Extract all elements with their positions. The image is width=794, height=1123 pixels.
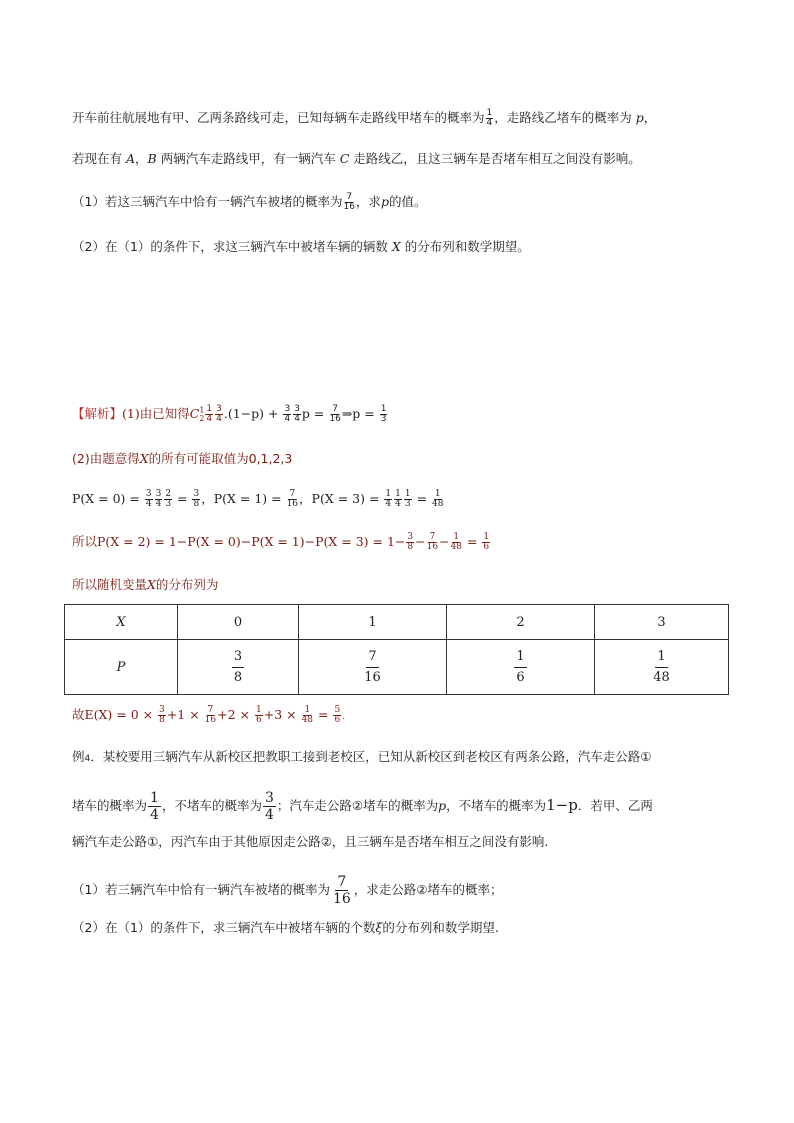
denominator: 48 [450, 542, 462, 552]
numerator: 3 [193, 489, 200, 499]
numerator: 1 [206, 404, 213, 414]
fraction [255, 706, 263, 725]
denominator: 3 [404, 499, 411, 509]
text: 的所有可能取值为0,1,2,3 [148, 451, 293, 466]
numerator: 1 [483, 532, 490, 542]
text: +3 × [263, 707, 301, 722]
denominator: 3 [380, 414, 387, 424]
fraction [427, 533, 438, 552]
numerator: 7 [337, 874, 347, 890]
fraction [205, 706, 216, 725]
example-question-1 [72, 874, 503, 907]
numerator: 7 [429, 532, 436, 542]
numerator: 3 [232, 649, 244, 668]
var-b: B [147, 151, 157, 166]
denominator: 8 [233, 669, 243, 685]
denominator: 4 [284, 414, 291, 424]
denominator: 16 [364, 669, 381, 685]
denominator: 6 [483, 542, 490, 552]
solution-line-4 [72, 532, 491, 552]
fraction [486, 109, 494, 128]
denominator: 16 [343, 202, 355, 212]
text: （2）在（1）的条件下，求这三辆汽车中被堵车辆的辆数 [72, 239, 388, 254]
text: − [439, 534, 450, 549]
fraction [406, 533, 414, 552]
numerator: 3 [407, 532, 414, 542]
fraction [384, 490, 392, 509]
numerator: 3 [284, 404, 291, 414]
fraction [215, 405, 223, 424]
denominator: 16 [426, 542, 439, 552]
denominator: 16 [332, 891, 351, 907]
text: 的分布列和数学期望. [382, 920, 499, 935]
fraction [283, 405, 291, 424]
numerator: 7 [289, 489, 296, 499]
text: （2）在（1）的条件下，求三辆汽车中被堵车辆的个数 [72, 920, 376, 935]
fraction [232, 649, 244, 685]
denominator: 16 [204, 715, 217, 725]
numerator: 7 [207, 705, 214, 715]
c-sup: 1 [199, 405, 205, 415]
table-cell: 0 [178, 605, 299, 640]
denominator: 16 [329, 414, 341, 424]
example-question-2 [72, 918, 499, 936]
fraction [164, 490, 172, 509]
text: = [314, 707, 333, 722]
table-row [65, 640, 729, 695]
text: ，P(X = 1) = [201, 491, 286, 506]
numerator: 5 [334, 705, 341, 715]
example-line-2 [72, 790, 653, 823]
text: +1 × [166, 707, 204, 722]
text: ⇒p = [341, 406, 379, 421]
denominator: 48 [432, 499, 444, 509]
var-p: p [635, 110, 644, 125]
text: ， [643, 110, 657, 125]
table-cell: 2 [447, 605, 595, 640]
fraction [158, 706, 166, 725]
var-p: p [438, 798, 447, 813]
text: 所以随机变量 [72, 577, 148, 592]
denominator: 8 [407, 542, 414, 552]
text: ，不堵车的概率为 [161, 798, 262, 813]
solution-line-3 [72, 489, 444, 509]
denominator: 48 [653, 669, 670, 685]
text: 的值。 [388, 194, 427, 209]
numerator: 1 [385, 489, 392, 499]
text: 所以P(X = 2) = 1−P(X = 0)−P(X = 1)−P(X = 3) = 1− [72, 534, 406, 549]
denominator: 4 [486, 118, 493, 128]
text: 走路线乙，且这三辆车是否堵车相互之间没有影响。 [353, 151, 641, 166]
fraction [451, 533, 462, 552]
numerator: 1 [304, 705, 311, 715]
numerator: 1 [434, 489, 441, 499]
denominator: 4 [216, 414, 222, 424]
numerator: 1 [255, 705, 262, 715]
example-line-3 [72, 832, 548, 850]
question-1 [72, 192, 426, 212]
table-cell [595, 640, 729, 695]
text: P(X = 0) = [72, 491, 144, 506]
fraction [404, 490, 412, 509]
numerator: 2 [165, 489, 172, 499]
text: ．某校要用三辆汽车从新校区把教职工接到老校区，已知从新校区到老校区有两条公路，汽车走公路① [90, 749, 652, 764]
text: （1）若这三辆汽车中恰有一辆汽车被堵的概率为 [72, 194, 343, 209]
fraction [514, 649, 526, 685]
problem-line-1 [72, 108, 656, 128]
text: 两辆汽车走路线甲，有一辆汽车 [160, 151, 336, 166]
fraction [331, 874, 353, 907]
table-cell: 1 [299, 605, 447, 640]
problem-line-2 [72, 149, 641, 167]
text: .(1−p) + [223, 406, 283, 421]
fraction [155, 490, 163, 509]
fraction [148, 790, 161, 823]
text: （1）若三辆汽车中恰有一辆汽车被堵的概率为 [72, 882, 330, 897]
var-xi: ξ [375, 920, 383, 935]
fraction [145, 490, 153, 509]
fraction [205, 405, 213, 424]
solution-line-1 [72, 404, 388, 424]
fraction [380, 405, 388, 424]
table-cell [299, 640, 447, 695]
text: − [415, 534, 426, 549]
fraction [364, 649, 381, 685]
table-cell [178, 640, 299, 695]
text: 若现在有 [72, 151, 123, 166]
denominator: 4 [395, 499, 401, 509]
var-a: A [126, 151, 136, 166]
text: 辆汽车走公路①，丙汽车由于其他原因走公路②，且三辆车是否堵车相互之间没有影响. [72, 834, 549, 849]
denominator: 48 [301, 715, 314, 725]
fraction [329, 405, 340, 424]
denominator: 6 [516, 669, 525, 685]
text: 开车前往航展地有甲、乙两条路线可走，已知每辆车走路线甲堵车的概率为 [72, 110, 485, 125]
numerator: 7 [332, 404, 338, 414]
denominator: 3 [165, 499, 172, 509]
text: ，走路线乙堵车的概率为 [494, 110, 632, 125]
fraction [482, 533, 490, 552]
denominator: 6 [334, 715, 341, 725]
denominator: 4 [206, 414, 213, 424]
denominator: 8 [159, 715, 165, 725]
numerator: 1 [486, 108, 493, 118]
denominator: 4 [264, 807, 274, 823]
numerator: 1 [150, 790, 159, 806]
denominator: 4 [155, 499, 162, 509]
numerator: 1 [395, 489, 401, 499]
table-row [65, 605, 729, 640]
text: ，不堵车的概率为 [446, 798, 547, 813]
numerator: 1 [453, 532, 460, 542]
table-cell [447, 640, 595, 695]
distribution-table [64, 604, 729, 695]
numerator: 3 [264, 790, 274, 806]
expectation-line [72, 705, 345, 725]
fraction [293, 405, 301, 424]
solution-line-5 [72, 575, 218, 593]
text: ．若甲、乙两 [577, 798, 653, 813]
numerator: 3 [155, 489, 162, 499]
numerator: 7 [366, 649, 378, 668]
text: 堵车的概率为 [72, 798, 148, 813]
text: (1)由已知得 [122, 406, 190, 421]
numerator: 3 [159, 705, 165, 715]
text: +2 × [217, 707, 254, 722]
denominator: 6 [255, 715, 262, 725]
c-symbol: C [189, 406, 200, 421]
numerator: 1 [514, 649, 526, 668]
numerator: 7 [346, 192, 353, 202]
var-c: C [339, 151, 350, 166]
numerator: 3 [294, 404, 300, 414]
denominator: 4 [145, 499, 152, 509]
var-x: X [139, 451, 149, 466]
combination [190, 406, 205, 421]
text: p = [301, 406, 329, 421]
fraction [394, 490, 402, 509]
numerator: 1 [380, 404, 387, 414]
table-cell: P [65, 640, 178, 695]
fraction [263, 790, 276, 823]
text: = [412, 491, 432, 506]
numerator: 1 [404, 489, 411, 499]
denominator: 16 [286, 499, 299, 509]
text: ，求 [355, 194, 381, 209]
var-p: p [380, 194, 389, 209]
fraction [432, 490, 443, 509]
numerator: 1 [655, 649, 667, 668]
text: 的分布列为 [155, 577, 219, 592]
table-cell: 3 [595, 605, 729, 640]
fraction [287, 490, 298, 509]
example-number: 4 [84, 754, 91, 764]
text: (2)由题意得 [72, 451, 140, 466]
text: ，P(X = 3) = [299, 491, 384, 506]
fraction [192, 490, 200, 509]
c-sub: 2 [199, 413, 205, 423]
denominator: 8 [193, 499, 200, 509]
text: = [463, 534, 482, 549]
fraction [653, 649, 670, 685]
text: = [173, 491, 192, 506]
text: ；汽车走公路②堵车的概率为 [276, 798, 439, 813]
fraction [343, 193, 354, 212]
var-x: X [391, 239, 401, 254]
numerator: 3 [145, 489, 152, 499]
solution-line-2 [72, 449, 292, 467]
numerator: 3 [216, 404, 222, 414]
table-cell: X [65, 605, 178, 640]
fraction [302, 706, 313, 725]
text: ，求走公路②堵车的概率； [353, 882, 503, 897]
text: . [342, 712, 346, 722]
text: 故E(X) = 0 × [72, 707, 158, 722]
var-x: X [147, 577, 156, 592]
text: ， [135, 151, 148, 166]
fraction [333, 706, 341, 725]
analysis-tag: 【解析】 [72, 406, 123, 421]
text: 的分布列和数学期望。 [404, 239, 530, 254]
text: 1−p [546, 796, 578, 814]
example-line-1 [72, 747, 651, 765]
denominator: 4 [150, 807, 159, 823]
question-2 [72, 237, 530, 255]
denominator: 4 [385, 499, 392, 509]
text: 例 [72, 749, 85, 764]
denominator: 4 [294, 414, 300, 424]
